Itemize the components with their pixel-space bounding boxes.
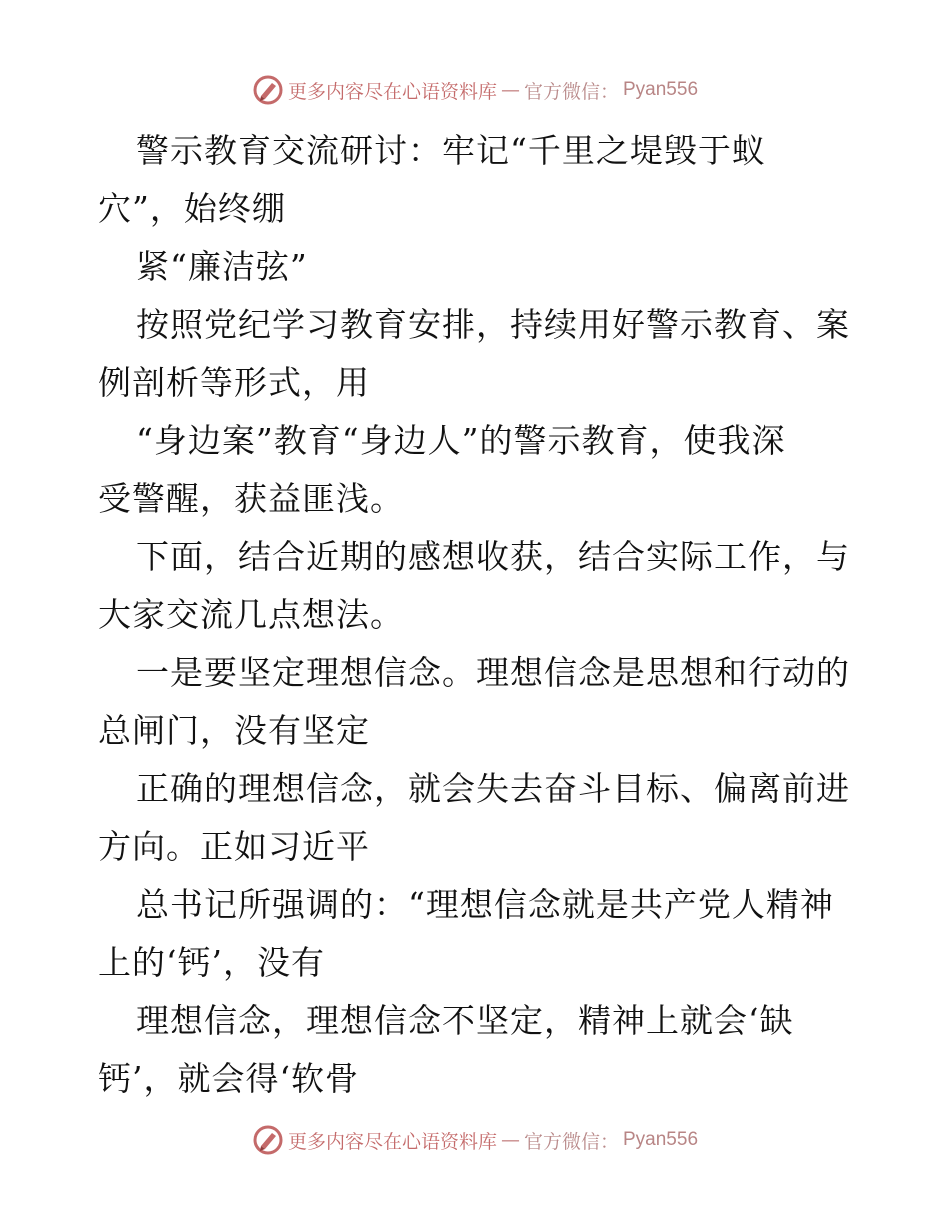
- footer-watermark: [0, 1120, 950, 1160]
- doc-paragraph-line: “身边案”教育“身边人”的警示教育，使我深: [136, 421, 786, 460]
- doc-paragraph-line: 钙’，就会得‘软骨: [98, 1059, 359, 1098]
- watermark-wechat-label: 官方微信：: [523, 80, 619, 103]
- document-body: [98, 122, 858, 1108]
- doc-paragraph-line: 理想信念，理想信念不坚定，精神上就会‘缺: [136, 1001, 794, 1040]
- doc-paragraph-line: 受警醒，获益匪浅。: [98, 479, 404, 518]
- doc-paragraph-line: 按照党纪学习教育安排，持续用好警示教育、案: [136, 305, 850, 344]
- doc-paragraph-line: 总闸门，没有坚定: [98, 711, 370, 750]
- doc-title-line-3: 紧“廉洁弦”: [136, 247, 308, 286]
- pen-circle-icon: [252, 1124, 284, 1156]
- watermark-separator: —: [500, 1129, 520, 1151]
- doc-paragraph-line: 大家交流几点想法。: [98, 595, 404, 634]
- watermark-wechat-id: Pyan556: [623, 1129, 699, 1150]
- watermark-wechat-id: Pyan556: [623, 79, 699, 100]
- watermark-main-text: 更多内容尽在心语资料库: [287, 1130, 497, 1153]
- doc-paragraph-line: 下面，结合近期的感想收获，结合实际工作，与: [136, 537, 850, 576]
- header-watermark: [0, 70, 950, 110]
- pen-circle-icon: [252, 74, 284, 106]
- watermark-main-text: 更多内容尽在心语资料库: [287, 80, 497, 103]
- doc-paragraph-line: 方向。正如习近平: [98, 827, 370, 866]
- watermark-separator: —: [500, 79, 520, 101]
- doc-paragraph-line: 总书记所强调的：“理想信念就是共产党人精神: [136, 885, 834, 924]
- doc-paragraph-line: 一是要坚定理想信念。理想信念是思想和行动的: [136, 653, 850, 692]
- doc-paragraph-line: 正确的理想信念，就会失去奋斗目标、偏离前进: [136, 769, 850, 808]
- watermark-wechat-label: 官方微信：: [523, 1130, 619, 1153]
- doc-paragraph-line: 上的‘钙’，没有: [98, 943, 325, 982]
- doc-title-line-2: 穴”，始终绷: [98, 189, 286, 228]
- doc-paragraph-line: 例剖析等形式，用: [98, 363, 370, 402]
- doc-title-line-1: 警示教育交流研讨：牢记“千里之堤毁于蚁: [136, 131, 766, 170]
